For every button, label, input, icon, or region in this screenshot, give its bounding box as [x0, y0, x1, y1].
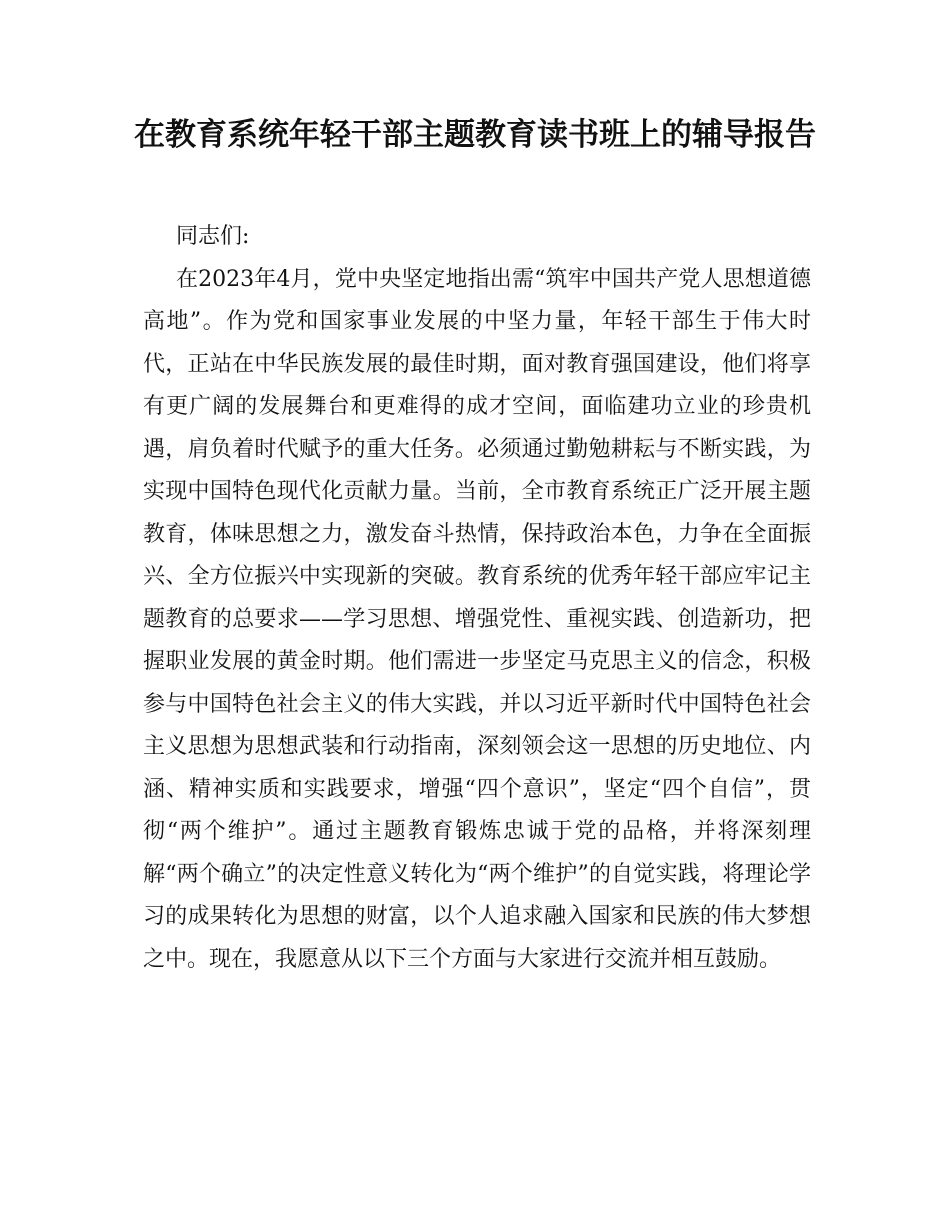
document-body [143, 216, 811, 981]
body-paragraph: 在2023年4月，党中央坚定地指出需“筑牢中国共产党人思想道德高地”。作为党和国家事业发展的中坚力量，年轻干部生于伟大时代，正站在中华民族发展的最佳时期，面对教育强国建设，他们将享有更广阔的发展舞台和更难得的成才空间，面临建功立业的珍贵机遇，肩负着时代赋予的重大任务。必须通过勤勉耕耘与不断实践，为实现中国特色现代化贡献力量。当前，全市教育系统正广泛开展主题教育，体味思想之力，激发奋斗热情，保持政治本色，力争在全面振兴、全方位振兴中实现新的突破。教育系统的优秀年轻干部应牢记主题教育的总要求——学习思想、增强党性、重视实践、创造新功，把握职业发展的黄金时期。他们需进一步坚定马克思主义的信念，积极参与中国特色社会主义的伟大实践，并以习近平新时代中国特色社会主义思想为思想武装和行动指南，深刻领会这一思想的历史地位、内涵、精神实质和实践要求，增强“四个意识”，坚定“四个自信”，贯彻“两个维护”。通过主题教育锻炼忠诚于党的品格，并将深刻理解“两个确立”的决定性意义转化为“两个维护”的自觉实践，将理论学习的成果转化为思想的财富，以个人追求融入国家和民族的伟大梦想之中。现在，我愿意从以下三个方面与大家进行交流并相互鼓励。 [143, 266, 811, 972]
salutation: 同志们: [176, 224, 250, 249]
document-title: 在教育系统年轻干部主题教育读书班上的辅导报告 [134, 117, 816, 153]
